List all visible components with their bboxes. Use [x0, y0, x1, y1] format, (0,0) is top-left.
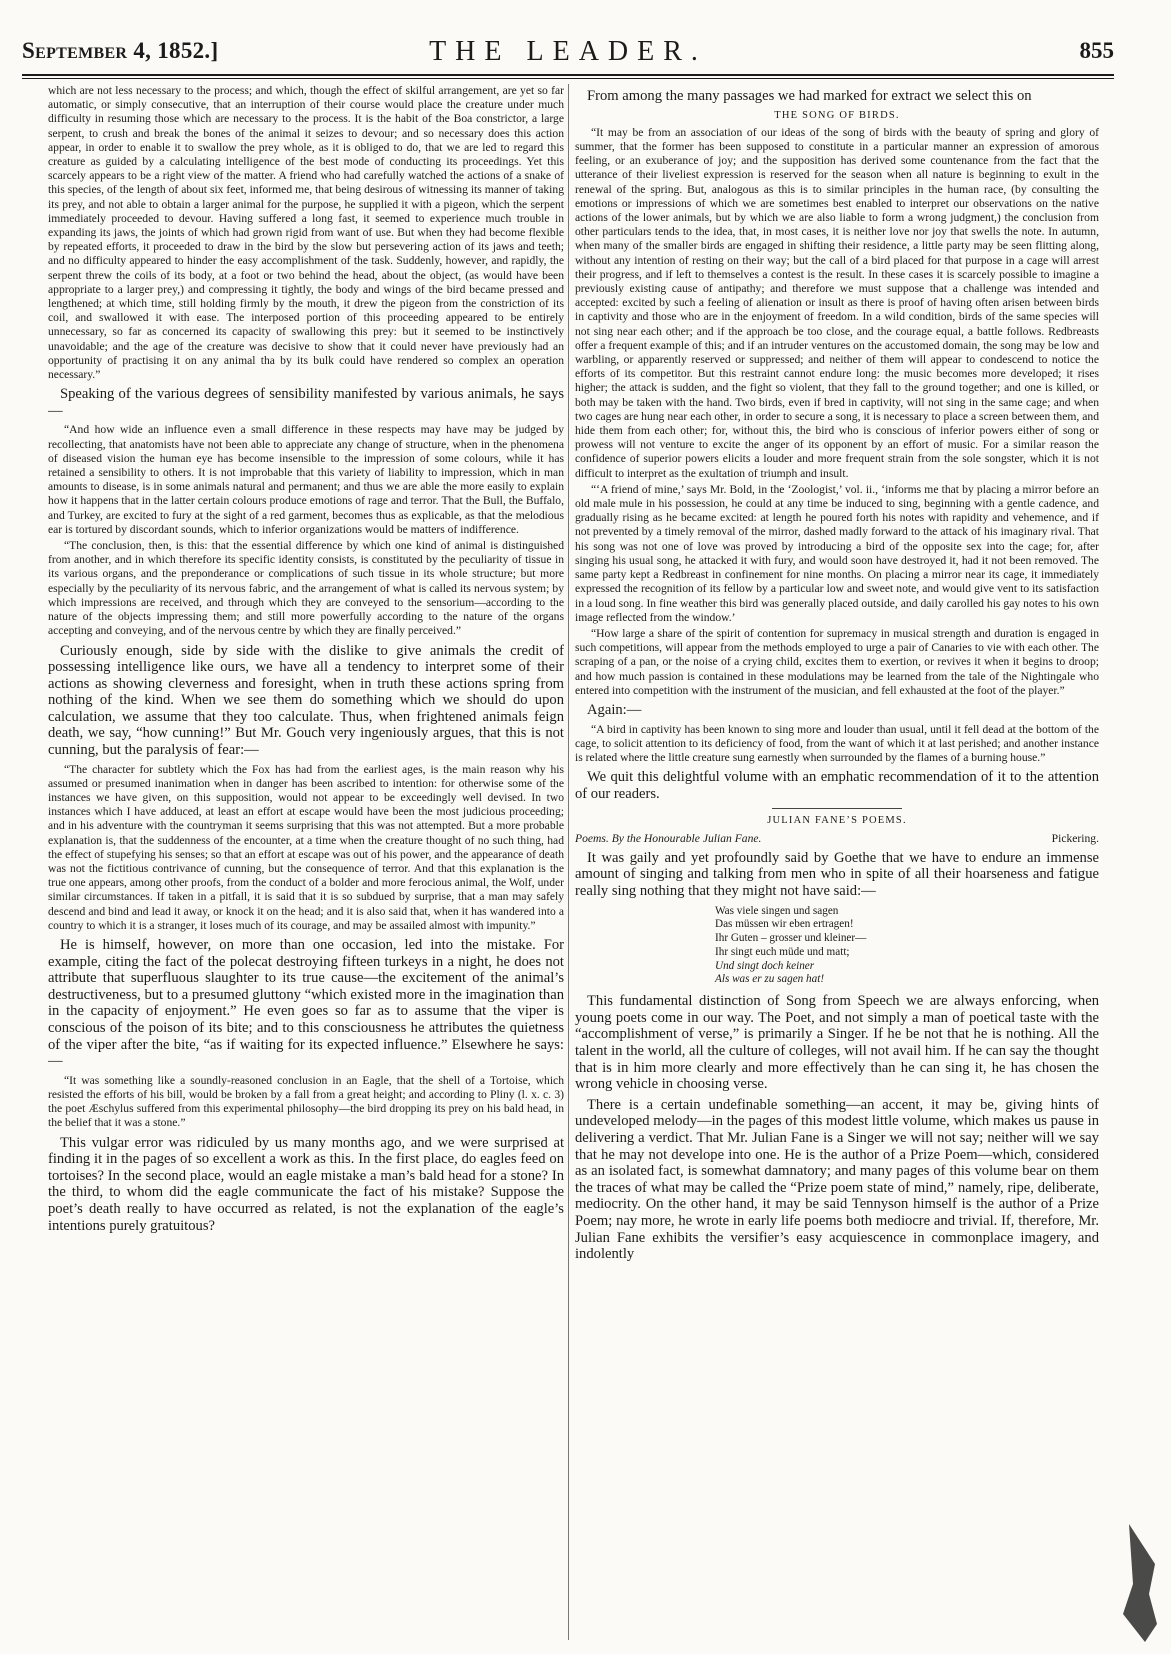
page-number: 855	[1079, 38, 1114, 63]
paragraph: He is himself, however, on more than one occasion, led into the mistake. For example, citing the fact of the polecat destroying fifteen turkeys in a night, he does not attribute that superfluous slaughter to its true cause—the excitement of the animal’s destructiveness, but to a presumed gluttony “which existed more in the imagination than in the capacity of enjoyment.” He even goes so far as to assume that the viper is conscious of the poison of its bite; and to this consciousness he attributes the quietness of the viper after the bite, “as if waiting for its expected influence.” Elsewhere he says:—	[48, 937, 564, 1070]
poem-line: Was viele singen und sagen	[715, 904, 839, 917]
header-rule-thick	[22, 74, 1114, 76]
review-meta	[575, 832, 1099, 846]
quote-paragraph: “It was something like a soundly-reasoned conclusion in an Eagle, that the shell of a Tortoise, which resisted the efforts of his bill, would be broken by a fall from a great height; and according to Pliny (l. x. c. 3) the poet Æschylus suffered from this experimental philosophy—the bird dropping its prey on his bald head, in the belief that it was a stone.”	[48, 1073, 564, 1130]
newspaper-title: THE LEADER.	[429, 36, 707, 67]
poem-line: Ihr Guten – grosser und kleiner—	[715, 932, 867, 945]
poem-line: Und singt doch keiner	[715, 959, 815, 972]
poem-line: Ihr singt euch müde und matt;	[715, 945, 850, 958]
page-header	[22, 28, 1114, 68]
paragraph: which are not less necessary to the process; and which, though the effect of skilful arrangement, are yet so far automatic, or simply consecutive, that an interruption of their course would place the creature under much difficulty in resuming those which are necessary to the process. It is the habit of the Boa constrictor, a large serpent, to crush and break the bones of the animal it seizes to devour; and so necessary does this action appear, in order to enable it to swallow the prey whole, as it is obliged to do, that we are led to regard this creature as guided by a calculating intelligence of the best mode of conducting its proceedings. Yet this scarcely appears to be a right view of the matter. A friend who had carefully watched the actions of a snake of this species, of the length of about six feet, informed me, that being desirous of witnessing its manner of taking its prey, and not able to obtain a larger animal for the purpose, he supplied it with a pigeon, which the serpent immediately proceeded to devour. Having suffered a long fast, it seemed to experience much trouble in expanding its jaws, the joints of which had grown rigid from want of use. But when they had become flexible by repeated efforts, it proceeded to draw in the bird by the slow but persevering action of its jaws and teeth; and no difficulty appeared to hinder the easy accomplishment of the task. Suddenly, however, and rapidly, the serpent threw the coils of its body, at a foot or two behind the head, about the object, (as would have been appropriate to a larger prey,) and compressing it tightly, the body and wings of the bird became pressed and lengthened; at which time, still holding firmly by the mouth, it drew the pigeon from the constriction of its coil, and swallowed it with ease. The interposed portion of this proceeding appeared to be entirely unnecessary, so far as concerned its capacity of swallowing this prey: but it seemed to be instinctively unavoidable; and the age of the creature was decisive to show that it could never have previously had an opportunity of practising it on any animal tha by its bulk could have rendered so complex an operation necessary.”	[48, 84, 564, 382]
paragraph: This fundamental distinction of Song from Speech we are always enforcing, when young poets come in our way. The Poet, and not simply a man of poetical taste with the “accomplishment of verse,” is primarily a Singer. If he be not that he is nothing. All the talent in the world, all the culture of colleges, will not avail him. If he can say the thought that is in him more clearly and more effectively than he can sing it, he has chosen the wrong vehicle in choosing verse.	[575, 993, 1099, 1093]
paragraph: It was gaily and yet profoundly said by Goethe that we have to endure an immense amount of singing and talking from men who in spite of all their hoarseness and fatigue really sing nothing that they might not have said:—	[575, 849, 1099, 899]
section-heading: THE SONG OF BIRDS.	[774, 109, 900, 121]
review-heading: JULIAN FANE’S POEMS.	[767, 815, 907, 827]
quote-paragraph: “‘A friend of mine,’ says Mr. Bold, in the ‘Zoologist,’ vol. ii., ‘informs me that by placing a mirror before an old male mule in his possession, he could at any time be induced to sing, beginning with a gentle cadence, and gradually rising as he became excited: at length he poured forth his notes with rapidity and vehemence, and if not prevented by a timely removal of the mirror, dashed madly forward to the attack of his imaginary rival. That his song was not one of love was proved by introducing a bird of the opposite sex into the cage; for, after singing his usual song, he attacked it with fury, and would soon have destroyed it, had it not been removed. The same party kept a Redbreast in confinement for nine months. On placing a mirror near its cage, it immediately expressed the recognition of its fellow by a particular low and sweet note, and would give vent to its satisfaction in a loud song. In fine weather this bird was generally placed outside, and daily carolled his gay notes to his own image reflected from the window.’	[575, 482, 1099, 624]
poem-line: Das müssen wir eben ertragen!	[715, 918, 854, 931]
column-divider	[568, 84, 569, 1640]
quote-paragraph: “The character for subtlety which the Fox has had from the earliest ages, is the main reason why his assumed or presumed inanimation when in danger has been ascribed to intention: for otherwise some of the instances we have given, on this supposition, would not appear to be exceedingly well devised. In two instances which I have adduced, at least an effort at escape would have been the most judicious proceeding; and in his adventure with the countryman it seems surprising that this was not attempted. But a more probable explanation is, that the suddenness of the encounter, at a time when the creature thought of no such thing, had the effect of stupefying his senses; so that an effort at escape was out of his power, and the appearance of death was not the fictitious contrivance of cunning, but the consequence of terror. And that this explanation is the true one appears, among other proofs, from the conduct of a bolder and more ferocious animal, the Wolf, under similar circumstances. If taken in a pitfall, it is said that it is so subdued by surprise, that a man may safely descend and bind and lead it away, or knock it on the head; and it is also said that, when it has wandered into a country to which it is a stranger, it loses much of its courage, and may be assailed almost with impunity.”	[48, 762, 564, 932]
publisher: Pickering.	[1051, 831, 1099, 845]
paragraph: Speaking of the various degrees of sensibility manifested by various animals, he says—	[48, 386, 564, 419]
paragraph: From among the many passages we had marked for extract we select this on	[587, 88, 1032, 104]
book-title: Poems. By the Honourable Julian Fane.	[575, 831, 762, 845]
issue-date: September 4, 1852.]	[22, 38, 219, 63]
quote-paragraph: “The conclusion, then, is this: that the essential difference by which one kind of animal is distinguished from another, and in which therefore its specific identity consists, is constituted by the peculiarity of tissue in its various organs, and the preponderance or complications of such tissue in its whole structure; but more especially by the peculiarity of its nervous fabric, and the arrangement of what is called its nervous system; by which impressions are received, and through which they are conveyed to the sensorium—according to the nature of the objects impressing them; and still more powerfully according to the nature of the organs accepting and conveying, and of the nervous centre by which they are finally perceived.”	[48, 539, 564, 638]
quote-paragraph: “And how wide an influence even a small difference in these respects may have may be judged by recollecting, that anatomists have not been able to appreciate any change of structure, when in the phenomena of diseased vision the human eye has become insensible to the impression of some colours, while it has retained a sensibility to others. It is not improbable that this variety of liability to impression, which in man amounts to disease, is in some animals natural and permanent; and thus we are able the more easily to explain how it happens that in the latter certain colours produce emotions of rage and terror. That the Bull, the Buffalo, and Turkey, are excited to fury at the sight of a red garment, becomes thus as explicable, as that the melodious ear is tortured by discordant sounds, which to inferior organizations would be matters of indifference.	[48, 423, 564, 536]
quote-paragraph: “A bird in captivity has been known to sing more and louder than usual, until it fell dead at the bottom of the cage, to solicit attention to its deficiency of food, from the want of which it at last perished; and another instance is related where the little creature sung earnestly when surrounded by the flames of a burning house.”	[575, 722, 1099, 764]
left-column	[48, 84, 564, 1644]
right-column	[575, 84, 1099, 1644]
page-edge-mark	[1119, 1524, 1159, 1644]
header-rule-thin	[22, 78, 1114, 79]
section-separator	[772, 808, 902, 809]
paragraph: This vulgar error was ridiculed by us many months ago, and we were surprised at finding it in the pages of so excellent a work as this. In the first place, do eagles feed on tortoises? In the second place, would an eagle mistake a man’s bald head for a stone? In the third, to whom did the eagle communicate the fact of his mistake? Suppose the poet’s death really to have occurred as related, is not the explanation of the eagle’s intentions purely gratuitous?	[48, 1134, 564, 1234]
quote-paragraph: “It may be from an association of our ideas of the song of birds with the beauty of spring and glory of summer, that the former has been supposed to constitute in a particular manner an expression of amorous feeling, or an exuberance of joy; and the supposition has derived some countenance from the fact that the utterance of their liveliest expression is reserved for the season when all nature is beginning to exult in the renewal of the spring. But, analogous as this is to similar principles in the human race, (by consulting the emotions or impressions of which we are sometimes best enabled to interpret our observations on the native actions of the lower animals, but by which we are also liable to form a wrong judgment,) the conclusion from other particulars tends to the idea, that, in most cases, it is neither love nor joy that swells the note. In autumn, when many of the smaller birds are engaged in shifting their residence, a little party may be seen flitting along, without any intention of resting on their way; but the call of a bird placed for that purpose in a cage will arrest their progress, and if left to themselves a contest is the result. In these cases it is scarcely possible to imagine a previously existing cause of antipathy; and therefore we must suppose that a challenge was intended and accepted: excited by such a feeling of alienation or insult as there is proof of having often arisen between birds in captivity and those who are in the enjoyment of freedom. In a wild condition, birds of the same species will not sing near each other; and if the approach be too close, and the courage equal, a battle follows. Redbreasts offer a frequent example of this; and if an intruder ventures on the accustomed domain, the song may be low and warbling, or apparently reserved or suppressed; and neither of them will appear to condescend to notice the efforts of its competitor. But this restraint cannot endure long: the music becomes more developed; it rises higher; the attack is sudden, and the fight so violent, that they fall to the ground together; and one is killed, or both may be taken with the hand. Two birds, even if bred in captivity, will not sing in the same cage; and when two cages are hung near each other, in order to secure a song, it is necessary to place a screen between them, and hide them from each other; for, without this, the bird who is conscious of inferior powers either of song or prowess will not venture to excite the anger of its opponent by an effort of music. For a similar reason the confidence of superior powers elicits a louder and more frequent strain from the sole songster, which it is not difficult to interpret as the exultation of triumph and insult.	[575, 125, 1099, 480]
quote-paragraph: “How large a share of the spirit of contention for supremacy in musical strength and duration is engaged in such competitions, will appear from the methods employed to urge a pair of Canaries to vie with each other. The scraping of a pan, or the noise of a crying child, excites them to exertion, or revives it when it begins to droop; and how much passion is contained in these modulations may be learned from the tale of the Nightingale who entered into competition with the instrument of the musician, and fell exhausted at the foot of the player.”	[575, 626, 1099, 697]
paragraph: There is a certain undefinable something—an accent, it may be, giving hints of undeveloped melody—in the pages of this modest little volume, which makes us pause in delivering a verdict. That Mr. Julian Fane is a Singer we will not say; neither will we say that he may not develope into one. He is the author of a Prize Poem—which, considered as an isolated fact, is somewhat damnatory; and many pages of this volume bear on them the traces of what may be called the “Prize poem state of mind,” namely, ripe, deliberate, mediocrity. On the other hand, it may be said Tennyson himself is the author of a Prize Poem; nay more, he wrote in early life poems both mediocre and trivial. If, therefore, Mr. Julian Fane exhibits the versifier’s easy acquiescence in commonplace imagery, and indolently	[575, 1096, 1099, 1263]
poem-block	[715, 905, 1099, 988]
poem-line: Als was er zu sagen hat!	[715, 973, 825, 986]
paragraph: Again:—	[587, 701, 642, 718]
paragraph: Curiously enough, side by side with the dislike to give animals the credit of possessing intelligence like ours, we have all a tendency to interpret some of their actions as showing cleverness and foresight, when in truth these actions spring from nothing of the kind. When we see them do something which we should do upon calculation, we assume that they too calculate. Thus, when frightened animals feign death, we say, “how cunning!” But Mr. Gouch very ingeniously argues, that this is not cunning, but the paralysis of fear:—	[48, 642, 564, 759]
paragraph: We quit this delightful volume with an emphatic recommendation of it to the attention of our readers.	[575, 769, 1099, 802]
